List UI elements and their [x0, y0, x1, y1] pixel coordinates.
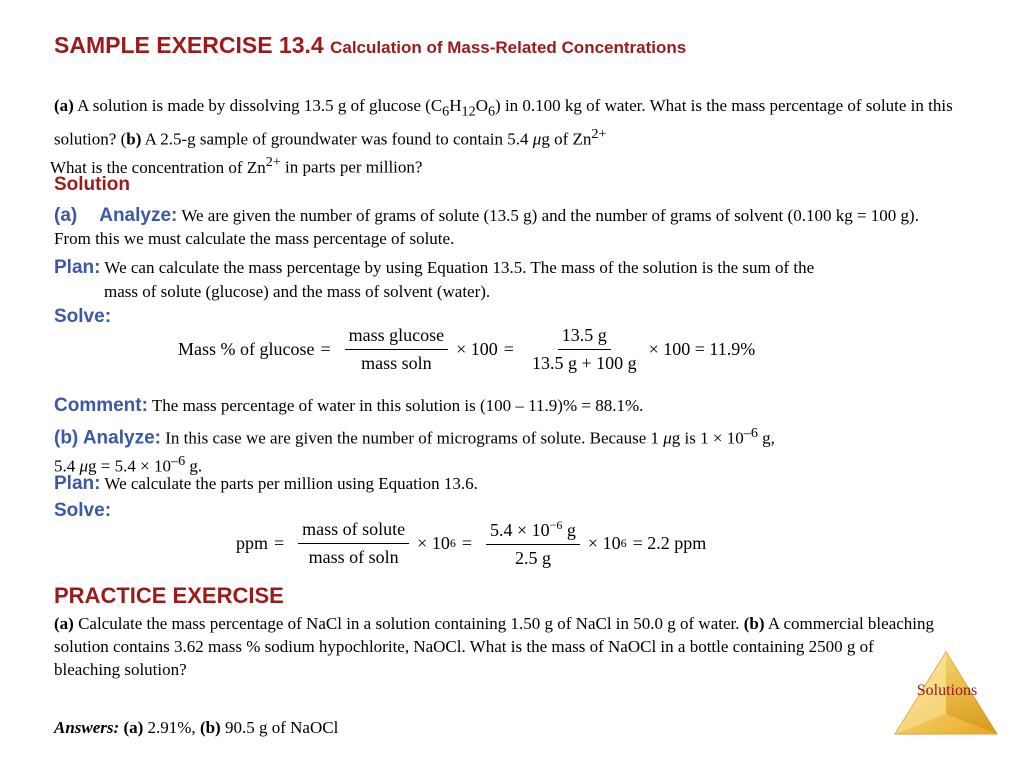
analyze-b-line2b: g = 5.4 × 10	[88, 456, 171, 476]
analyze-b	[54, 422, 954, 477]
eq2-equals: =	[274, 533, 285, 553]
equation-ppm	[236, 518, 712, 569]
eq2-den1: mass of soln	[308, 547, 399, 567]
eq2-exp2: 6	[620, 536, 627, 550]
practice-text	[54, 612, 944, 681]
eq2-num2-exp: −6	[549, 518, 563, 532]
eq2-lhs: ppm	[236, 533, 269, 553]
subscript: 12	[461, 103, 476, 120]
comment-label: Comment:	[54, 395, 148, 416]
eq1-fraction1	[345, 325, 448, 374]
eq1-times: × 100	[456, 339, 498, 359]
title-subtitle: Calculation of Mass-Related Concentrations	[330, 38, 687, 57]
practice-a-text: Calculate the mass percentage of NaCl in a solution containing 1.50 g of NaCl in 50.0 g of water.	[73, 614, 744, 633]
subscript: 6	[487, 103, 496, 120]
mu-symbol: μ	[532, 130, 542, 150]
eq2-result: = 2.2 ppm	[632, 533, 707, 553]
eq2-equals2: =	[461, 533, 472, 553]
eq2-num2-base: 5.4 × 10	[489, 520, 550, 540]
comment	[54, 394, 954, 417]
eq1-result: × 100 = 11.9%	[648, 339, 756, 359]
analyze-label: Analyze:	[99, 205, 178, 226]
formula-h: H	[449, 96, 462, 115]
problem-a-text: A solution is made by dissolving 13.5 g of glucose (C	[73, 96, 443, 115]
superscript: 2+	[265, 154, 281, 171]
solution-heading: Solution	[54, 174, 130, 195]
superscript: 2+	[591, 126, 607, 143]
plan-b-label: Plan:	[54, 473, 101, 494]
eq2-exp: 6	[449, 536, 456, 550]
eq1-num2: 13.5 g	[558, 325, 611, 350]
analyze-b-text: In this case we are given the number of micrograms of solute. Because 1	[160, 428, 664, 448]
equation-mass-percent	[178, 325, 755, 374]
eq1-equals: =	[320, 339, 331, 359]
problem-b-text4: in parts per million?	[280, 157, 423, 177]
answers-b-label: (b)	[199, 718, 221, 737]
analyze-b-line2c: g.	[185, 456, 203, 476]
eq2-num2	[486, 518, 580, 545]
analyze-b-line2a: 5.4	[54, 456, 80, 476]
formula-o: O	[475, 96, 488, 115]
analyze-text: We are given the number of grams of solute (13.5 g) and the number of grams of solvent (0.100 kg = 100 g). From this we must calculate the mass percentage of solute.	[54, 206, 919, 248]
eq1-lhs: Mass % of glucose	[178, 339, 315, 359]
practice-b-label: (b)	[743, 614, 765, 633]
analyze-b-text3: g,	[757, 428, 775, 448]
plan-b-text: We calculate the parts per million using Equation 13.6.	[100, 474, 478, 493]
answers-b-text: 90.5 g of NaOCl	[220, 718, 339, 737]
mu-symbol: μ	[79, 456, 89, 476]
problem-statement	[50, 94, 954, 179]
analyze-b-label: (b) Analyze:	[54, 427, 161, 449]
plan-a	[54, 256, 954, 279]
problem-b-label: b)	[126, 130, 142, 150]
eq2-fraction2	[486, 518, 580, 569]
answers-a-text: 2.91%,	[143, 718, 200, 737]
practice-b-text: A commercial bleaching solution contains 3.62 mass % sodium hypochlorite, NaOCl. What is the mass of NaOCl in a bottle containing 2500 g of bleaching solution?	[54, 614, 935, 679]
solutions-label[interactable]: Solutions	[916, 682, 978, 699]
eq2-den2: 2.5 g	[514, 548, 551, 568]
eq2-num2-unit: g	[562, 520, 576, 540]
comment-text: The mass percentage of water in this solution is (100 – 11.9)% = 88.1%.	[147, 396, 644, 415]
eq1-den2: 13.5 g + 100 g	[531, 353, 637, 373]
eq2-num1: mass of solute	[298, 519, 409, 544]
answers	[54, 716, 338, 739]
eq1-equals2: =	[503, 339, 514, 359]
superscript: –6	[743, 425, 758, 441]
problem-a-label: (a)	[54, 96, 74, 115]
slide-title	[54, 32, 686, 59]
eq1-num1: mass glucose	[345, 325, 448, 350]
solve-label-b: Solve:	[54, 500, 112, 521]
eq2-times2: × 10	[587, 533, 621, 553]
plan-text: We can calculate the mass percentage by using Equation 13.5. The mass of the solution is the sum of the	[100, 258, 815, 277]
practice-heading: PRACTICE EXERCISE	[54, 583, 284, 608]
problem-b-text3: What is the concentration of Zn	[50, 157, 266, 177]
answers-label: Answers:	[54, 718, 120, 737]
problem-b-text2: g of Zn	[541, 130, 592, 150]
subscript: 6	[442, 103, 450, 120]
analyze-a-prefix: (a)	[54, 205, 78, 226]
analyze-b-text2: g is 1 × 10	[671, 428, 744, 448]
practice-a-label: (a)	[54, 614, 74, 633]
mu-symbol: μ	[663, 428, 672, 448]
plan-b	[54, 472, 954, 495]
eq2-fraction1	[298, 519, 409, 568]
eq2-times: × 10	[417, 533, 450, 553]
plan-text2: mass of solute (glucose) and the mass of solvent (water).	[104, 282, 491, 301]
solve-label-a: Solve:	[54, 306, 112, 327]
answers-a-label: (a)	[123, 718, 144, 737]
title-main: SAMPLE EXERCISE 13.4	[54, 32, 324, 58]
eq1-den1: mass soln	[361, 353, 432, 373]
analyze-a	[54, 204, 954, 250]
plan-label: Plan:	[54, 257, 101, 278]
eq1-fraction2	[528, 325, 641, 374]
problem-b-text: A 2.5-g sample of groundwater was found to contain 5.4	[141, 130, 533, 150]
superscript: –6	[170, 452, 186, 469]
problem-a-text2: ) in 0.100 kg of water. What is the mass percentage of solute in this solution? (	[54, 96, 953, 150]
